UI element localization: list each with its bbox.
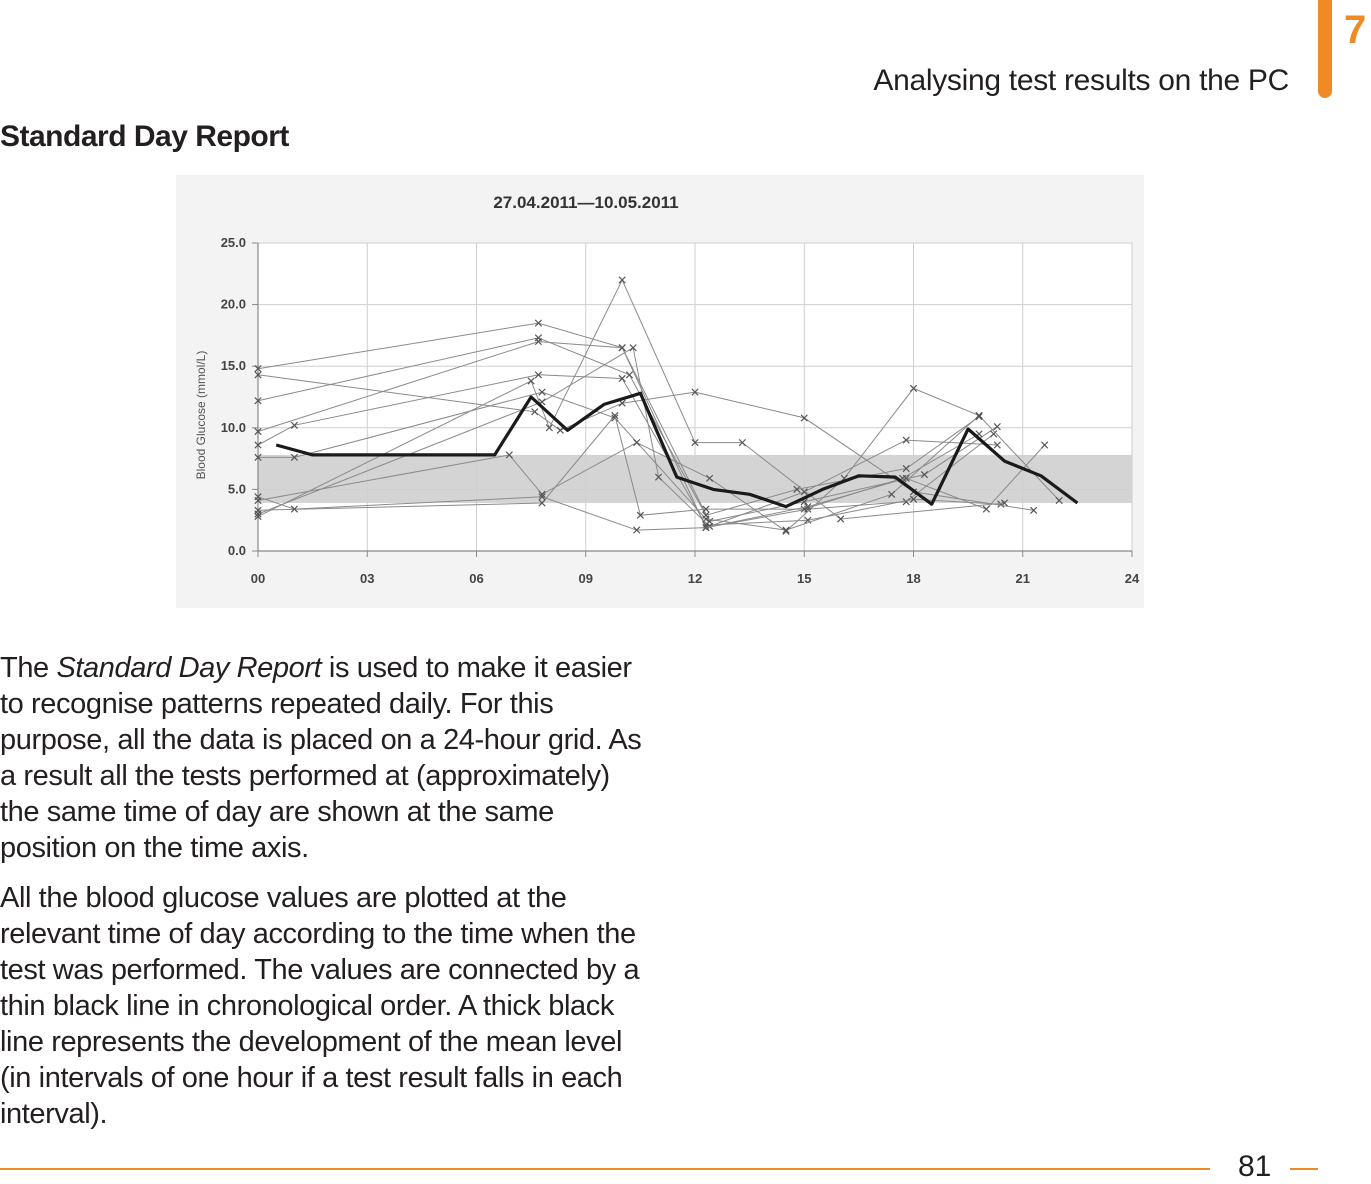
x-tick-label: 15 (797, 571, 812, 586)
y-tick-label: 20.0 (220, 296, 246, 312)
x-tick-label: 06 (469, 571, 484, 586)
chapter-number: 7 (1344, 8, 1367, 52)
page-number: 81 (1238, 1150, 1272, 1183)
footer-rule-right (1290, 1168, 1318, 1170)
body-text (0, 650, 650, 1146)
x-tick-label: 24 (1124, 571, 1140, 586)
x-tick-label: 12 (687, 571, 703, 586)
paragraph-1 (0, 650, 650, 866)
paragraph-2: All the blood glucose values are plotted at the relevant time of day according to the time when the test was performed. The values are connected by a thin black line in chronological order. A thick black line represents the development of the mean level (in intervals of one hour if a test result falls in each interval). (0, 882, 640, 1130)
standard-day-report-chart (176, 175, 1144, 608)
chapter-tab-marker (1318, 0, 1332, 98)
y-tick-label: 10.0 (220, 419, 246, 435)
footer-rule-left (0, 1168, 1210, 1170)
y-axis-label: Blood Glucose (mmol/L) (194, 350, 208, 480)
paragraph-1-rest: is used to make it easier to recognise patterns repeated daily. For this purpose, all the data is placed on a 24-hour grid. As a result all the tests performed at (approximately) the same time of day are shown at the same position on the time axis. (0, 652, 642, 864)
chart-title: 27.04.2011—10.05.2011 (493, 193, 679, 212)
x-tick-label: 09 (578, 571, 593, 586)
y-tick-label: 25.0 (220, 235, 246, 250)
x-tick-label: 18 (906, 571, 921, 586)
x-tick-label: 00 (250, 571, 266, 586)
paragraph-1-emphasis: Standard Day Report (56, 652, 322, 684)
section-title: Standard Day Report (0, 120, 289, 153)
y-tick-label: 15.0 (220, 358, 246, 374)
y-tick-label: 5.0 (227, 481, 246, 497)
x-tick-label: 21 (1015, 571, 1030, 586)
chart-svg (176, 175, 1144, 608)
paragraph-1-prefix: The (0, 652, 57, 684)
page-header-title: Analysing test results on the PC (873, 64, 1289, 97)
x-tick-label: 03 (360, 571, 375, 586)
y-tick-label: 0.0 (227, 543, 246, 558)
